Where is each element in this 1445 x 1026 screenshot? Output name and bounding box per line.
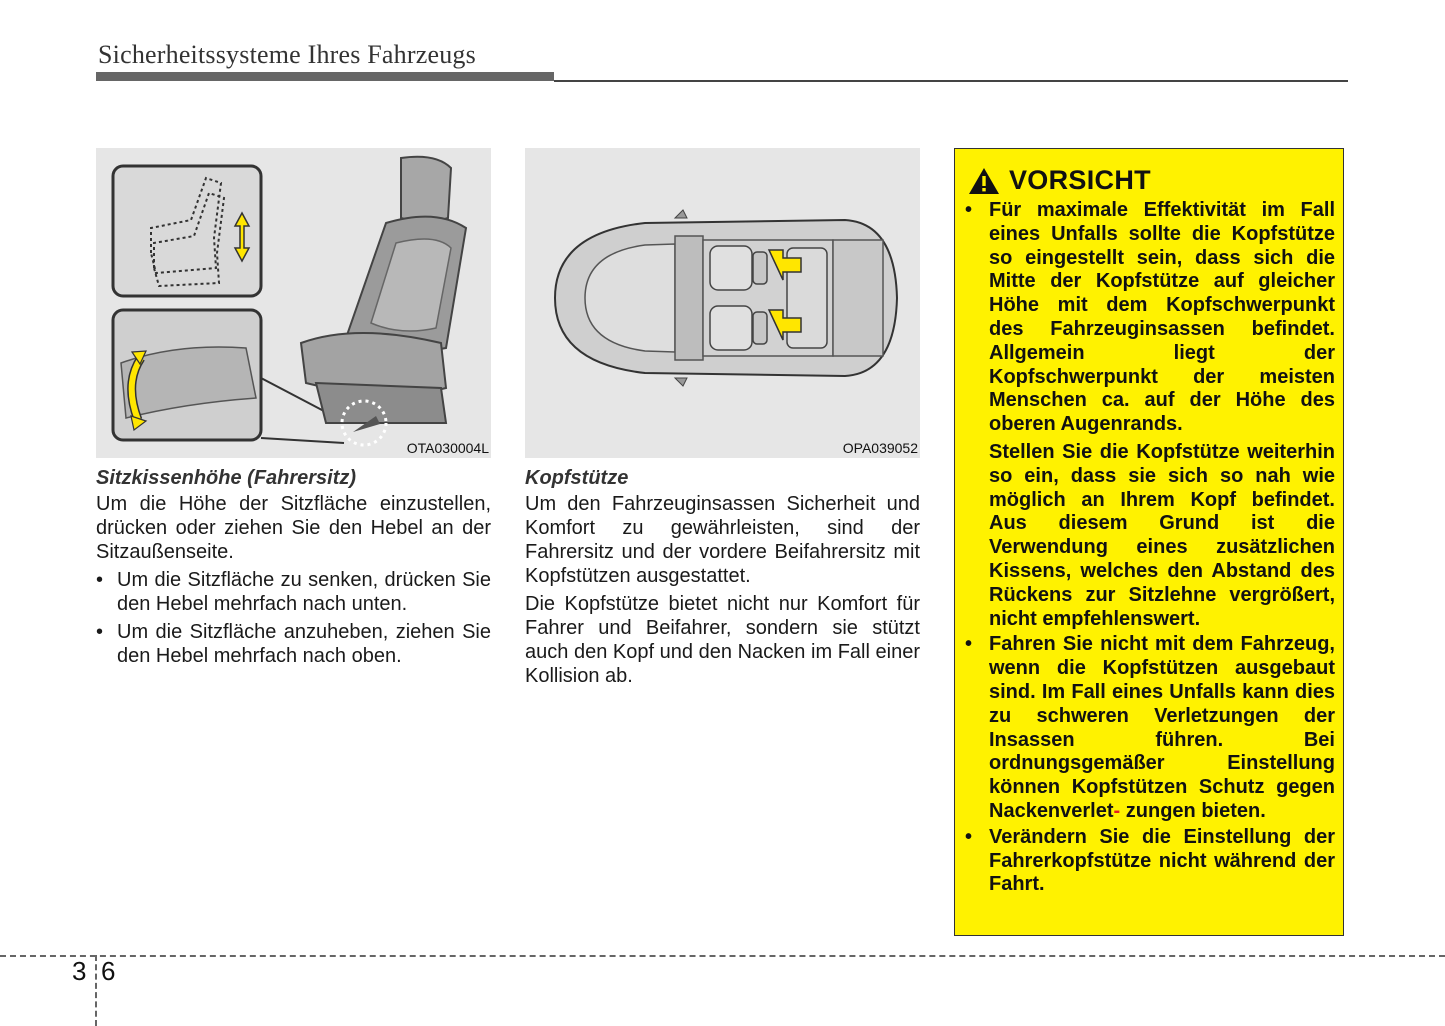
list-item-text-part: Fahren Sie nicht mit dem Fahrzeug, wenn die Kopfstützen ausgebaut sind. Im Fall eines Unfalls kann dies zu schweren Verletzungen der Insassen führen. Bei ordnungsgemäßer Einstellung können Kopfstützen Schutz gegen Nackenverlet (989, 633, 1335, 822)
list-item-text (989, 633, 1335, 823)
hyphen-mark: - (1113, 799, 1121, 822)
seat-drawing (96, 148, 491, 458)
section-heading: Sitzkissenhöhe (Fahrersitz) (96, 467, 357, 489)
caution-header (967, 165, 1151, 196)
figure-code: OTA030004L (406, 440, 489, 456)
caution-title: VORSICHT (1009, 165, 1151, 195)
list-item-continuation: Stellen Sie die Kopfstütze weiterhin so ein, dass sie sich so nah wie möglich an Ihrem Kopf befindet. Aus diesem Grund ist die Verwendung eines zusätzlichen Kissens, welches den Abstand des Rückens zur Sitzlehne vergrößert, nicht empfehlenswert. (989, 440, 1335, 630)
caution-body (965, 199, 1335, 899)
chapter-number: 3 (72, 956, 87, 986)
section-paragraph: Um die Höhe der Sitzfläche einzustellen, drücken oder ziehen Sie den Hebel an der Sitzaußenseite. (96, 493, 491, 563)
list-item-text-part: zungen bieten. (1125, 799, 1266, 822)
seat-height-section (96, 466, 491, 672)
headrest-section (525, 466, 920, 692)
car-top-view-illustration (525, 148, 920, 458)
section-heading: Kopfstütze (525, 467, 629, 489)
header-rule-thin (554, 80, 1348, 82)
footer-rule (0, 955, 1445, 957)
header-title: Sicherheitssysteme Ihres Fahrzeugs (98, 40, 476, 69)
bullet-icon: • (965, 633, 973, 656)
seat-illustration (96, 148, 491, 458)
bullet-icon: • (96, 621, 104, 643)
bullet-icon: • (965, 825, 973, 848)
footer-divider (95, 955, 97, 1026)
warning-triangle-icon (967, 166, 1001, 196)
header-rule-thick (96, 72, 554, 81)
list-item (965, 199, 1335, 437)
list-item (965, 633, 1335, 823)
caution-box (954, 148, 1344, 936)
section-paragraph: Die Kopfstütze bietet nicht nur Komfort für Fahrer und Beifahrer, sondern sie stützt auch den Kopf und den Nacken im Fall einer Kollision ab. (525, 593, 920, 687)
figure-code: OPA039052 (842, 440, 918, 456)
section-paragraph: Um den Fahrzeuginsassen Sicherheit und Komfort zu gewährleisten, sind der Fahrersitz und der vordere Beifahrersitz mit Kopfstützen ausgestattet. (525, 493, 920, 587)
list-item (965, 826, 1335, 897)
list-item (96, 568, 491, 616)
list-item-text: Um die Sitzfläche zu senken, drücken Sie den Hebel mehrfach nach unten. (117, 569, 491, 615)
list-item (96, 620, 491, 668)
car-drawing (525, 148, 920, 458)
bullet-icon: • (965, 199, 973, 221)
page-number: 6 (101, 956, 116, 986)
list-item-text: Für maximale Effektivität im Fall eines Unfalls sollte die Kopfstütze so eingestellt sein, dass sich die Mitte der Kopfstütze auf gleicher Höhe mit dem Kopfschwerpunkt des Fahrzeuginsassen befindet. Allgemein liegt der Kopfschwerpunkt der meisten Menschen ca. auf der Höhe des oberen Augenrands. (989, 199, 1335, 436)
list-item-text: Um die Sitzfläche anzuheben, ziehen Sie den Hebel mehrfach nach oben. (117, 621, 491, 667)
list-item-text: Verändern Sie die Einstellung der Fahrerkopfstütze nicht während der Fahrt. (989, 825, 1335, 896)
bullet-icon: • (96, 569, 104, 591)
